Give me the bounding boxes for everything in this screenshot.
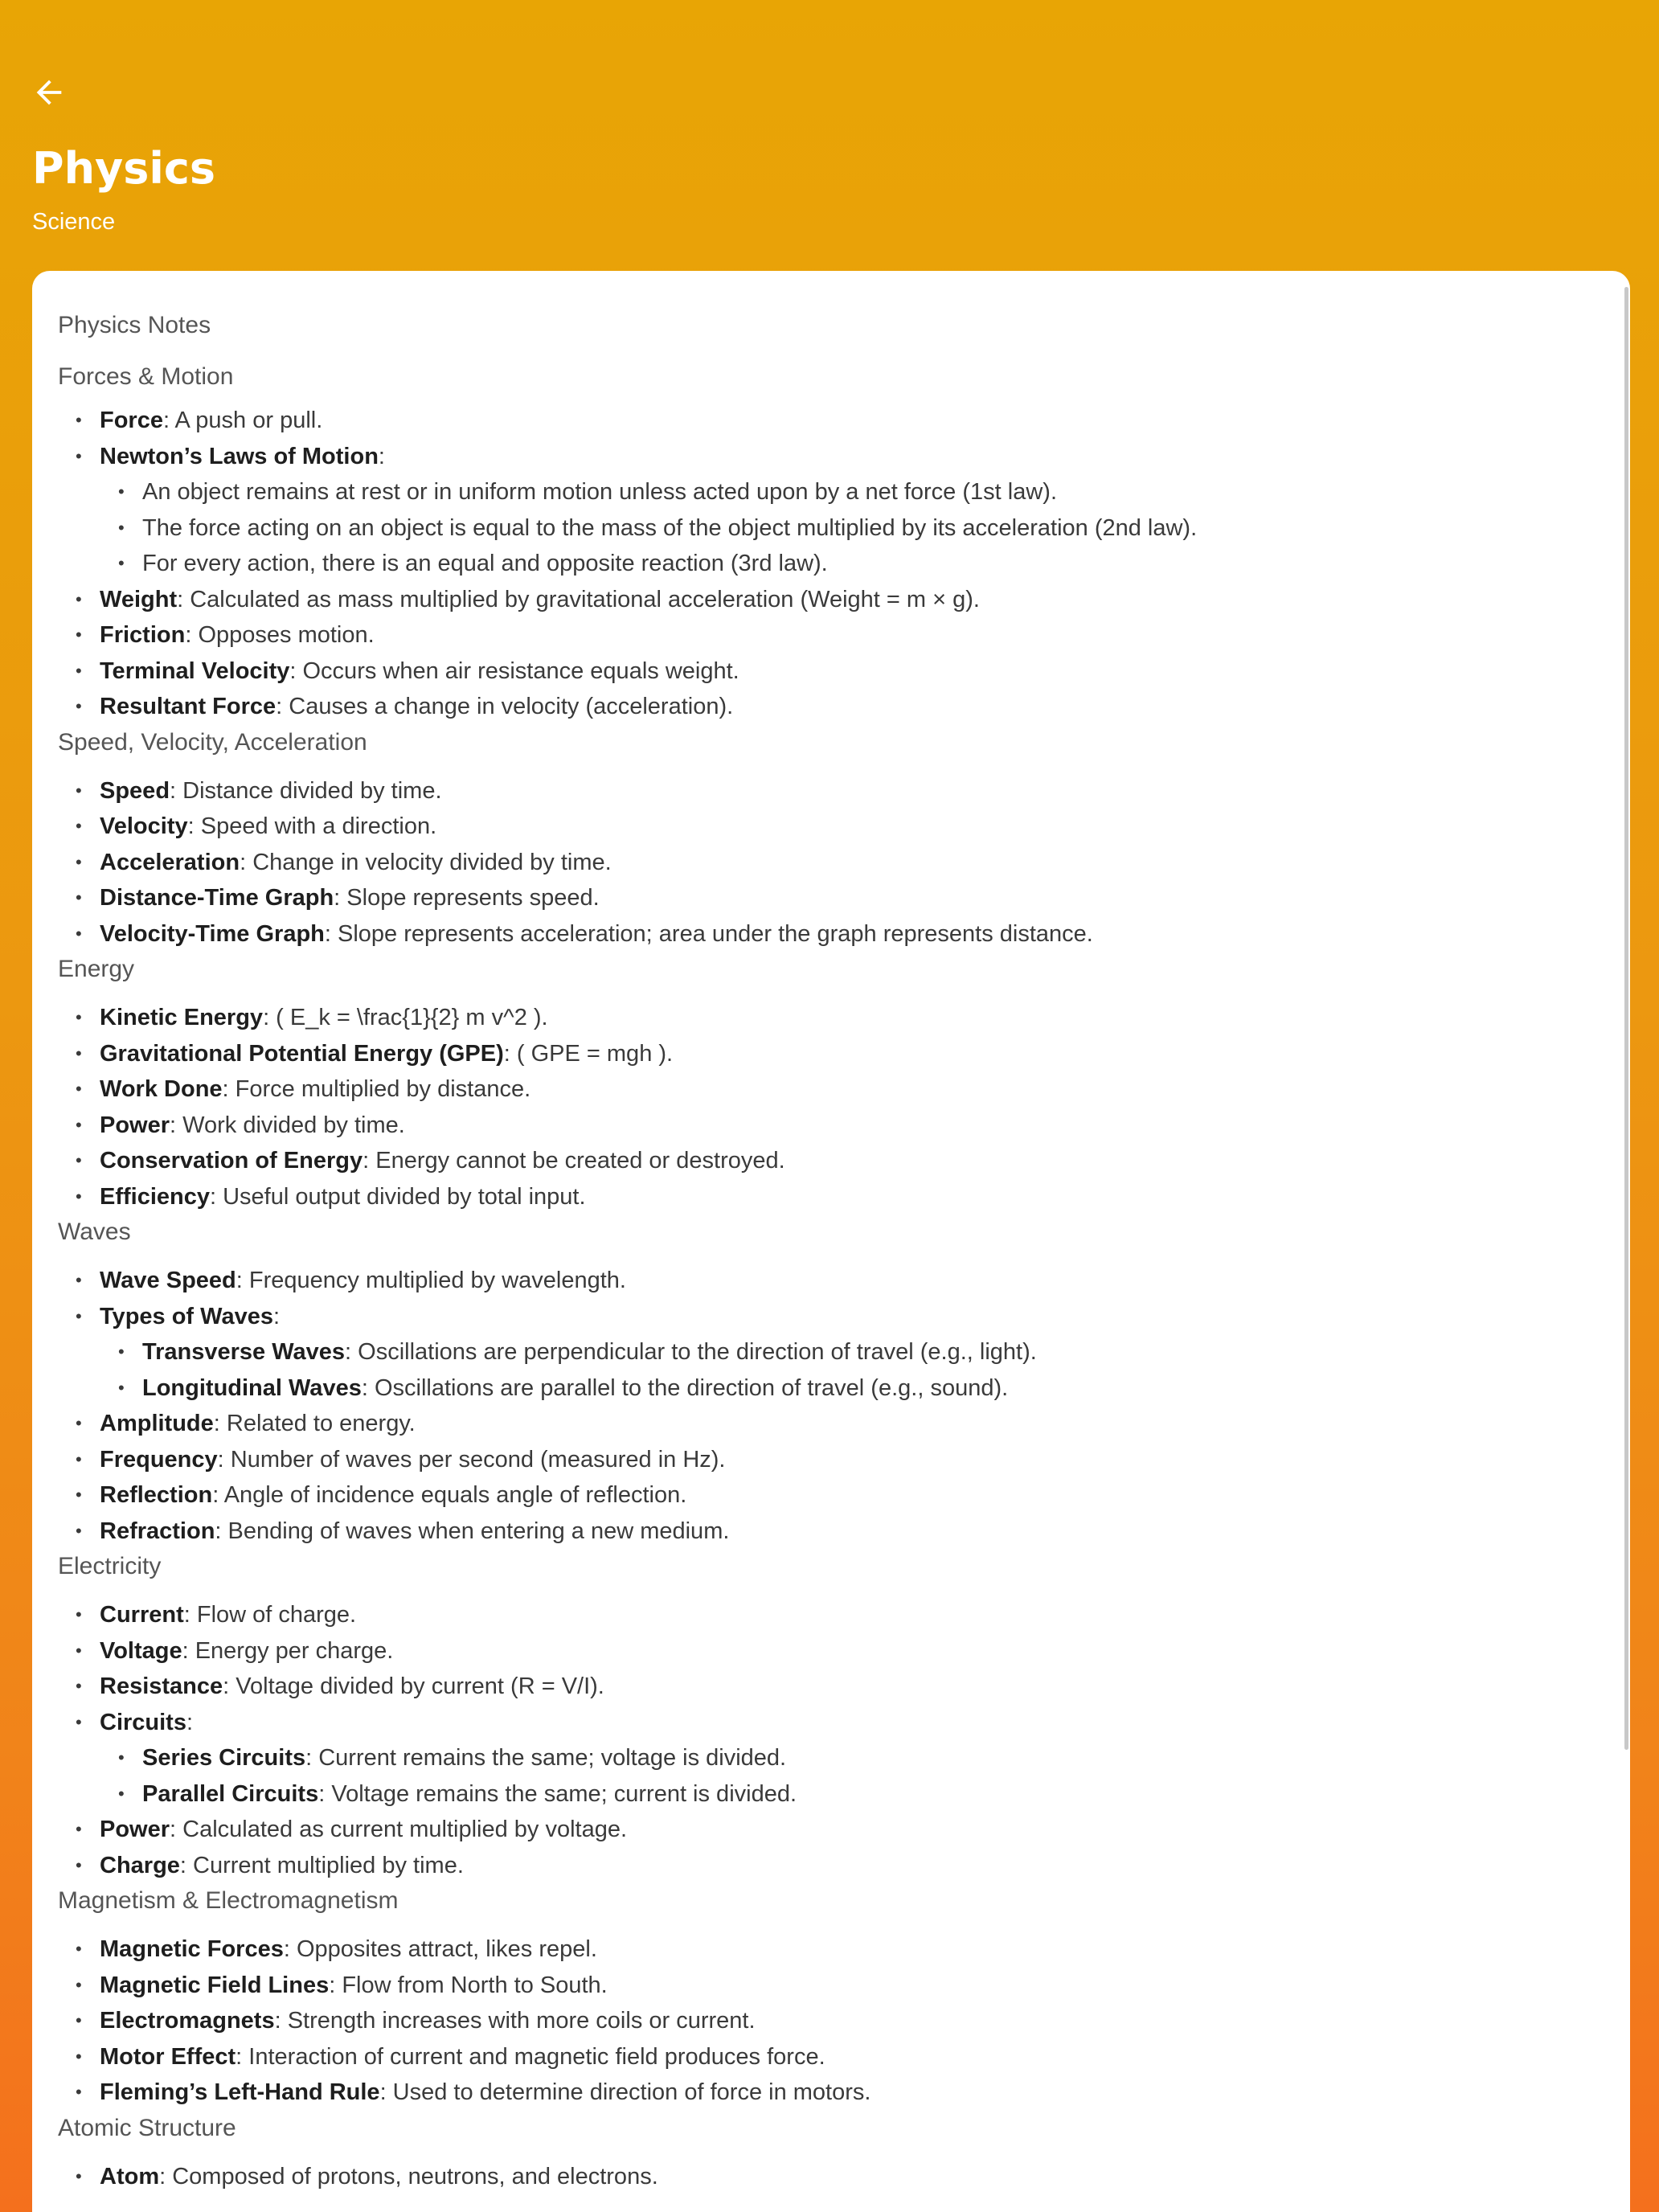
section-list [58,1584,1604,1883]
list-item: • Resultant Force: Causes a change in velocity (acceleration). [58,689,1604,725]
list-item: • Distance-Time Graph: Slope represents speed. [58,880,1604,916]
page-title: Physics [32,143,216,194]
list-item: • Wave Speed: Frequency multiplied by wavelength. [58,1263,1604,1299]
list-item: • Weight: Calculated as mass multiplied by gravitational acceleration (Weight = m × g). [58,582,1604,618]
list-item: • Frequency: Number of waves per second (measured in Hz). [58,1442,1604,1478]
list-item: • Reflection: Angle of incidence equals angle of reflection. [58,1477,1604,1514]
list-item: • Kinetic Energy: ( E_k = \frac{1}{2} m v^2 ). [58,1000,1604,1036]
list-item: • Amplitude: Related to energy. [58,1406,1604,1442]
list-item: • Efficiency: Useful output divided by total input. [58,1179,1604,1215]
section-heading: Waves [58,1219,131,1245]
list-item: • Resistance: Voltage divided by current (R = V/I). [58,1669,1604,1705]
section-list [58,760,1604,952]
section-heading: Electricity [58,1553,162,1579]
list-item: • Charge: Current multiplied by time. [58,1848,1604,1884]
list-item: • Voltage: Energy per charge. [58,1633,1604,1669]
list-item: • Power: Work divided by time. [58,1108,1604,1144]
list-item: • Longitudinal Waves: Oscillations are parallel to the direction of travel (e.g., sound). [58,1370,1604,1407]
scrollbar[interactable] [1624,287,1628,1750]
list-item: • Transverse Waves: Oscillations are perpendicular to the direction of travel (e.g., light). [58,1334,1604,1370]
notes-title: Physics Notes [58,312,211,338]
section-heading: Energy [58,956,135,982]
arrow-left-icon [31,74,68,111]
list-item: • Terminal Velocity: Occurs when air resistance equals weight. [58,653,1604,690]
section-heading: Atomic Structure [58,2114,236,2141]
list-item: • Parallel Circuits: Voltage remains the same; current is divided. [58,1776,1604,1813]
list-item: • Motor Effect: Interaction of current and magnetic field produces force. [58,2039,1604,2075]
section-list [58,403,1604,725]
list-item: • Velocity: Speed with a direction. [58,809,1604,845]
list-item: • Force: A push or pull. [58,403,1604,439]
list-item: • Speed: Distance divided by time. [58,773,1604,809]
section-heading: Forces & Motion [58,363,234,390]
list-item: • Magnetic Field Lines: Flow from North to South. [58,1968,1604,2004]
list-item: • Gravitational Potential Energy (GPE): ( GPE = mgh ). [58,1036,1604,1072]
app-header [0,0,1659,265]
section-list [58,987,1604,1215]
list-item: • Conservation of Energy: Energy cannot be created or destroyed. [58,1143,1604,1179]
section-list [58,2146,1604,2195]
section-list [58,1250,1604,1549]
list-item: • Friction: Opposes motion. [58,617,1604,653]
back-button[interactable] [21,64,77,121]
list-item: • Current: Flow of charge. [58,1597,1604,1633]
list-item: • Fleming’s Left-Hand Rule: Used to determine direction of force in motors. [58,2075,1604,2111]
section-list [58,1919,1604,2111]
list-item: • Work Done: Force multiplied by distance. [58,1071,1604,1108]
list-item: • The force acting on an object is equal to the mass of the object multiplied by its acceleration (2nd law). [58,510,1604,547]
page-subtitle: Science [32,209,116,235]
list-item: • Newton’s Laws of Motion: [58,439,1604,475]
list-item: • Acceleration: Change in velocity divided by time. [58,845,1604,881]
notes-card[interactable] [32,271,1630,2212]
list-item: • Circuits: [58,1705,1604,1741]
list-item: • Atom: Composed of protons, neutrons, and electrons. [58,2159,1604,2195]
section-heading: Magnetism & Electromagnetism [58,1887,399,1914]
list-item: • For every action, there is an equal and opposite reaction (3rd law). [58,546,1604,582]
list-item: • Magnetic Forces: Opposites attract, likes repel. [58,1931,1604,1968]
list-item: • Refraction: Bending of waves when entering a new medium. [58,1514,1604,1550]
notes-content [32,271,1630,2194]
list-item: • Series Circuits: Current remains the same; voltage is divided. [58,1740,1604,1776]
list-item: • Types of Waves: [58,1299,1604,1335]
section-heading: Speed, Velocity, Acceleration [58,728,367,756]
list-item: • Electromagnets: Strength increases with more coils or current. [58,2003,1604,2039]
list-item: • Power: Calculated as current multiplied by voltage. [58,1812,1604,1848]
list-item: • Velocity-Time Graph: Slope represents acceleration; area under the graph represents distance. [58,916,1604,952]
list-item: • An object remains at rest or in uniform motion unless acted upon by a net force (1st law). [58,474,1604,510]
